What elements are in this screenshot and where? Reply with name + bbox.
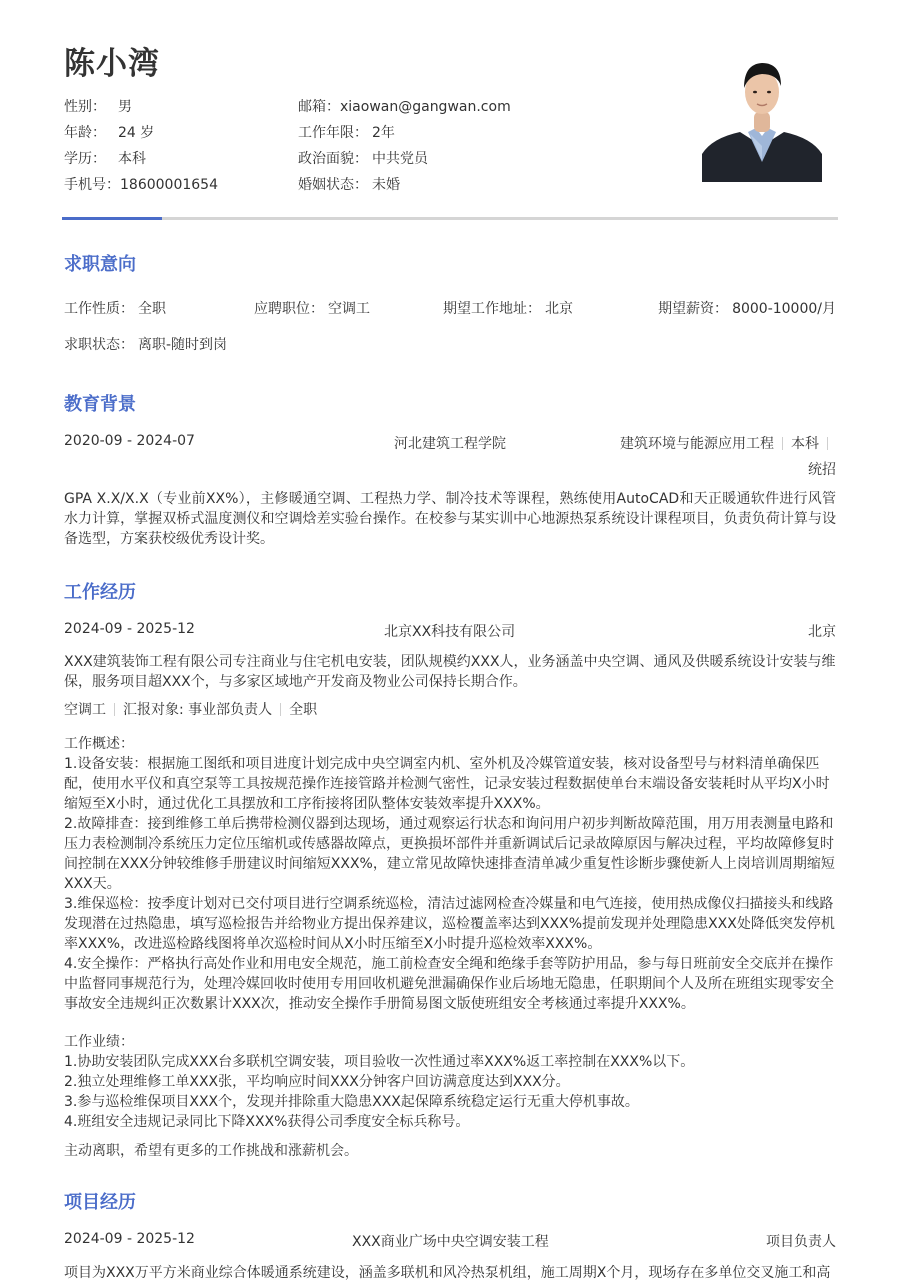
intent-location-label: 期望工作地址： xyxy=(443,301,541,317)
intent-type-label: 工作性质： xyxy=(64,301,134,317)
work-achievements xyxy=(64,1032,836,1132)
text-line: 发现潜在过热隐患，填写巡检报告并给物业方提出保养建议，巡检覆盖率达到XXX%提前发现并处理隐患XXX处降低突发停机 xyxy=(64,916,835,932)
age-row xyxy=(64,122,154,142)
text-line: 缩短至X小时，通过优化工具摆放和工序衔接将团队整体安装效率提升XXX%。 xyxy=(64,796,550,812)
project-role: 项目负责人 xyxy=(766,1234,836,1250)
education-level-row xyxy=(64,148,146,168)
years-value: 2年 xyxy=(372,125,395,141)
text-line: 保，服务项目超XXX个，与多家区域地产开发商及物业公司保持长期合作。 xyxy=(64,674,527,690)
text-line: 1.设备安装：根据施工图纸和项目进度计划完成中央空调室内机、室外机及冷媒管道安装，核对设备型号与材料清单确保匹 xyxy=(64,756,820,772)
education-level-label: 学历： xyxy=(64,151,106,167)
education-school: 河北建筑工程学院 xyxy=(394,436,506,452)
email-value: xiaowan@gangwan.com xyxy=(340,99,511,115)
political-value: 中共党员 xyxy=(372,151,428,167)
work-role: 空调工 xyxy=(64,702,106,718)
project-section-title: 项目经历 xyxy=(64,1192,136,1213)
project-period: 2024-09 - 2025-12 xyxy=(64,1231,195,1247)
separator xyxy=(782,437,783,450)
intent-location-value: 北京 xyxy=(545,301,573,317)
project-description: 项目为XXX万平方米商业综合体暖通系统建设，涵盖多联机和风冷热泵机组，施工周期X个月，现场存在多单位交叉施工和高 xyxy=(64,1265,831,1281)
text-line: 中监督同事规范行为，处理冷媒回收时使用专用回收机避免泄漏确保作业后场地无隐患，任职期间个人及所在班组实现零安全 xyxy=(64,976,834,992)
text-line: 4.安全操作：严格执行高处作业和用电安全规范，施工前检查安全绳和绝缘手套等防护用品，参与每日班前安全交底并在操作 xyxy=(64,956,834,972)
overview-label: 工作概述： xyxy=(64,736,134,752)
separator xyxy=(280,703,281,716)
education-degree: 本科 xyxy=(791,436,819,452)
text-line: XXX天。 xyxy=(64,876,121,892)
phone-row xyxy=(64,174,218,194)
intent-salary xyxy=(658,298,836,318)
text-line: 2.独立处理维修工单XXX张，平均响应时间XXX分钟客户回访满意度达到XXX分。 xyxy=(64,1074,570,1090)
header-divider-accent xyxy=(62,217,162,220)
text-line: 压力表检测制冷系统压力定位压缩机或传感器故障点，更换损坏部件并重新调试后记录故障原因与解决过程，平均故障修复时 xyxy=(64,836,834,852)
work-company-intro xyxy=(64,652,836,692)
education-description: GPA X.X/X.X（专业前XX%），主修暖通空调、工程热力学、制冷技术等课程，熟练使用AutoCAD和天正暖通软件进行风管水力计算，掌握双桥式温度测仪和空调焓差实验台操作。在校参与某实训中心地源热泵系统设计课程项目，负责负荷计算与设备选型，方案获校级优秀设计奖。 xyxy=(64,491,836,547)
text-line: 2.故障排查：接到维修工单后携带检测仪器到达现场，通过观察运行状态和询问用户初步判断故障范围，用万用表测量电路和 xyxy=(64,816,834,832)
years-row xyxy=(298,122,395,142)
text-line: 间控制在XXX分钟较维修手册建议时间缩短XXX%，建立常见故障快速排查清单减少重复性诊断步骤使新人上岗培训周期缩短 xyxy=(64,856,835,872)
text-line: 3.参与巡检维保项目XXX个，发现并排除重大隐患XXX起保障系统稳定运行无重大停机事故。 xyxy=(64,1094,639,1110)
gender-value: 男 xyxy=(118,99,132,115)
intent-status-value: 离职-随时到岗 xyxy=(138,337,228,353)
achievements-label: 工作业绩： xyxy=(64,1034,134,1050)
marital-value: 未婚 xyxy=(372,177,400,193)
intent-section-title: 求职意向 xyxy=(64,254,136,275)
separator xyxy=(114,703,115,716)
education-major: 建筑环境与能源应用工程 xyxy=(620,436,774,452)
intent-status-label: 求职状态： xyxy=(64,337,134,353)
candidate-name: 陈小湾 xyxy=(64,46,160,82)
work-overview xyxy=(64,734,836,1014)
education-section-title: 教育背景 xyxy=(64,394,136,415)
marital-label: 婚姻状态： xyxy=(298,177,368,193)
education-major-degree xyxy=(620,433,836,453)
header-divider xyxy=(62,217,838,220)
work-leaving-reason: 主动离职，希望有更多的工作挑战和涨薪机会。 xyxy=(64,1143,358,1159)
intent-status xyxy=(64,334,227,354)
work-city: 北京 xyxy=(808,624,836,640)
intent-position-value: 空调工 xyxy=(328,301,370,317)
email-label: 邮箱： xyxy=(298,99,340,115)
text-line: 配，使用水平仪和真空泵等工具按规范操作连接管路并检测气密性，记录安装过程数据使单台末端设备安装耗时从平均X小时 xyxy=(64,776,830,792)
work-report: 汇报对象: 事业部负责人 xyxy=(123,702,273,718)
intent-location xyxy=(443,298,573,318)
text-line: 率XXX%，改进巡检路线图将单次巡检时间从X小时压缩至X小时提升巡检效率XXX%。 xyxy=(64,936,602,952)
project-name: XXX商业广场中央空调安装工程 xyxy=(352,1234,549,1250)
email-row xyxy=(298,96,511,116)
gender-row xyxy=(64,96,132,116)
text-line: 3.维保巡检：按季度计划对已交付项目进行空调系统巡检，清洁过滤网检查冷媒量和电气连接，使用热成像仪扫描接头和线路 xyxy=(64,896,834,912)
phone-label: 手机号： xyxy=(64,177,120,193)
education-level-value: 本科 xyxy=(118,151,146,167)
text-line: 1.协助安装团队完成XXX台多联机空调安装，项目验收一次性通过率XXX%返工率控制在XXX%以下。 xyxy=(64,1054,695,1070)
intent-salary-value: 8000-10000/月 xyxy=(732,301,836,317)
intent-position xyxy=(254,298,370,318)
political-row xyxy=(298,148,428,168)
intent-position-label: 应聘职位： xyxy=(254,301,324,317)
work-period: 2024-09 - 2025-12 xyxy=(64,621,195,637)
profile-photo xyxy=(702,50,822,182)
age-value: 24 岁 xyxy=(118,125,155,141)
years-label: 工作年限： xyxy=(298,125,368,141)
intent-salary-label: 期望薪资： xyxy=(658,301,729,317)
phone-value: 18600001654 xyxy=(120,177,218,193)
political-label: 政治面貌： xyxy=(298,151,368,167)
gender-label: 性别： xyxy=(64,99,106,115)
work-employment: 全职 xyxy=(289,702,318,718)
intent-type-value: 全职 xyxy=(138,301,166,317)
text-line: XXX建筑装饰工程有限公司专注商业与住宅机电安装，团队规模约XXX人，业务涵盖中央空调、通风及供暖系统设计安装与维 xyxy=(64,654,836,670)
work-company: 北京XX科技有限公司 xyxy=(384,624,516,640)
intent-type xyxy=(64,298,166,318)
education-mode: 统招 xyxy=(808,462,836,478)
work-section-title: 工作经历 xyxy=(64,582,136,603)
text-line: 事故安全违规纠正次数累计XXX次，推动安全操作手册简易图文版使班组安全考核通过率提升XXX%。 xyxy=(64,996,695,1012)
separator xyxy=(827,437,828,450)
age-label: 年龄： xyxy=(64,125,106,141)
marital-row xyxy=(298,174,400,194)
education-period: 2020-09 - 2024-07 xyxy=(64,433,195,449)
work-role-meta xyxy=(64,699,317,719)
text-line: 4.班组安全违规记录同比下降XXX%获得公司季度安全标兵称号。 xyxy=(64,1114,470,1130)
